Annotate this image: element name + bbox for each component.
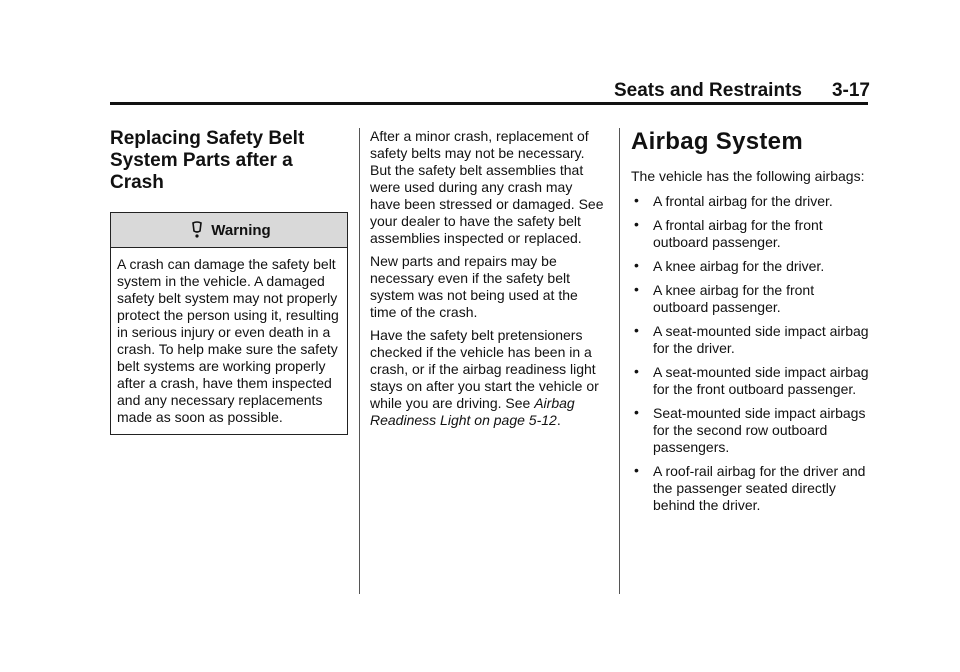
list-item: • A knee airbag for the front outboard passenger. xyxy=(634,281,815,315)
paragraph-1: After a minor crash, replacement of safety belts may not be necessary. But the safety belt assemblies that were used during any crash may have been stressed or damaged. See your dealer to have the safety belt assemblies inspected or replaced. xyxy=(370,128,604,246)
list-item: • A seat-mounted side impact airbag for the driver. xyxy=(634,322,869,356)
bullet-icon: • xyxy=(634,216,639,232)
bullet-icon: • xyxy=(634,363,639,379)
cross-reference-link[interactable]: Airbag Readiness Light on page 5-12 xyxy=(370,395,575,428)
list-item: • Seat-mounted side impact airbags for the second row outboard passengers. xyxy=(634,404,866,455)
column-right xyxy=(631,128,869,521)
page-number: 3-17 xyxy=(831,80,870,101)
list-item: • A knee airbag for the driver. xyxy=(634,257,825,274)
bullet-icon: • xyxy=(634,322,639,338)
list-item: • A seat-mounted side impact airbag for the front outboard passenger. xyxy=(634,363,869,397)
warning-box xyxy=(110,212,348,435)
header-rule xyxy=(110,102,868,105)
section-heading: Replacing Safety Belt System Parts after a Crash xyxy=(110,128,305,193)
column-left xyxy=(110,128,348,435)
warning-body: A crash can damage the safety belt system in the vehicle. A damaged safety belt system may not properly protect the person using it, resulting in serious injury or even death in a crash. To help make sure the safety belt systems are working properly after a crash, have them inspected and any necessary replacements made as soon as possible. xyxy=(117,256,339,425)
section-title: Seats and Restraints xyxy=(614,80,802,101)
bullet-icon: • xyxy=(634,404,639,420)
bullet-icon: • xyxy=(634,257,639,273)
bullet-icon: • xyxy=(634,192,639,208)
warning-title: Warning xyxy=(211,221,271,239)
list-item: • A frontal airbag for the driver. xyxy=(634,192,833,209)
warning-header xyxy=(111,213,347,248)
column-middle xyxy=(370,128,606,435)
list-item: • A frontal airbag for the front outboard passenger. xyxy=(634,216,823,250)
column-divider-2 xyxy=(619,128,620,594)
bullet-icon: • xyxy=(634,281,639,297)
bullet-icon: • xyxy=(634,462,639,478)
column-divider-1 xyxy=(359,128,360,594)
warning-icon xyxy=(187,221,207,239)
airbag-list xyxy=(631,193,869,514)
page-header xyxy=(110,80,870,102)
paragraph-3: Have the safety belt pretensioners checked if the vehicle has been in a crash, or if the airbag readiness light stays on after you start the vehicle or while you are driving. See Airbag Readiness Light on page 5-12. xyxy=(370,327,599,428)
list-item: • A roof-rail airbag for the driver and the passenger seated directly behind the driver. xyxy=(634,462,866,513)
paragraph-2: New parts and repairs may be necessary even if the safety belt system was not being used at the time of the crash. xyxy=(370,253,578,320)
airbag-intro: The vehicle has the following airbags: xyxy=(631,168,865,184)
airbag-heading: Airbag System xyxy=(631,128,803,155)
